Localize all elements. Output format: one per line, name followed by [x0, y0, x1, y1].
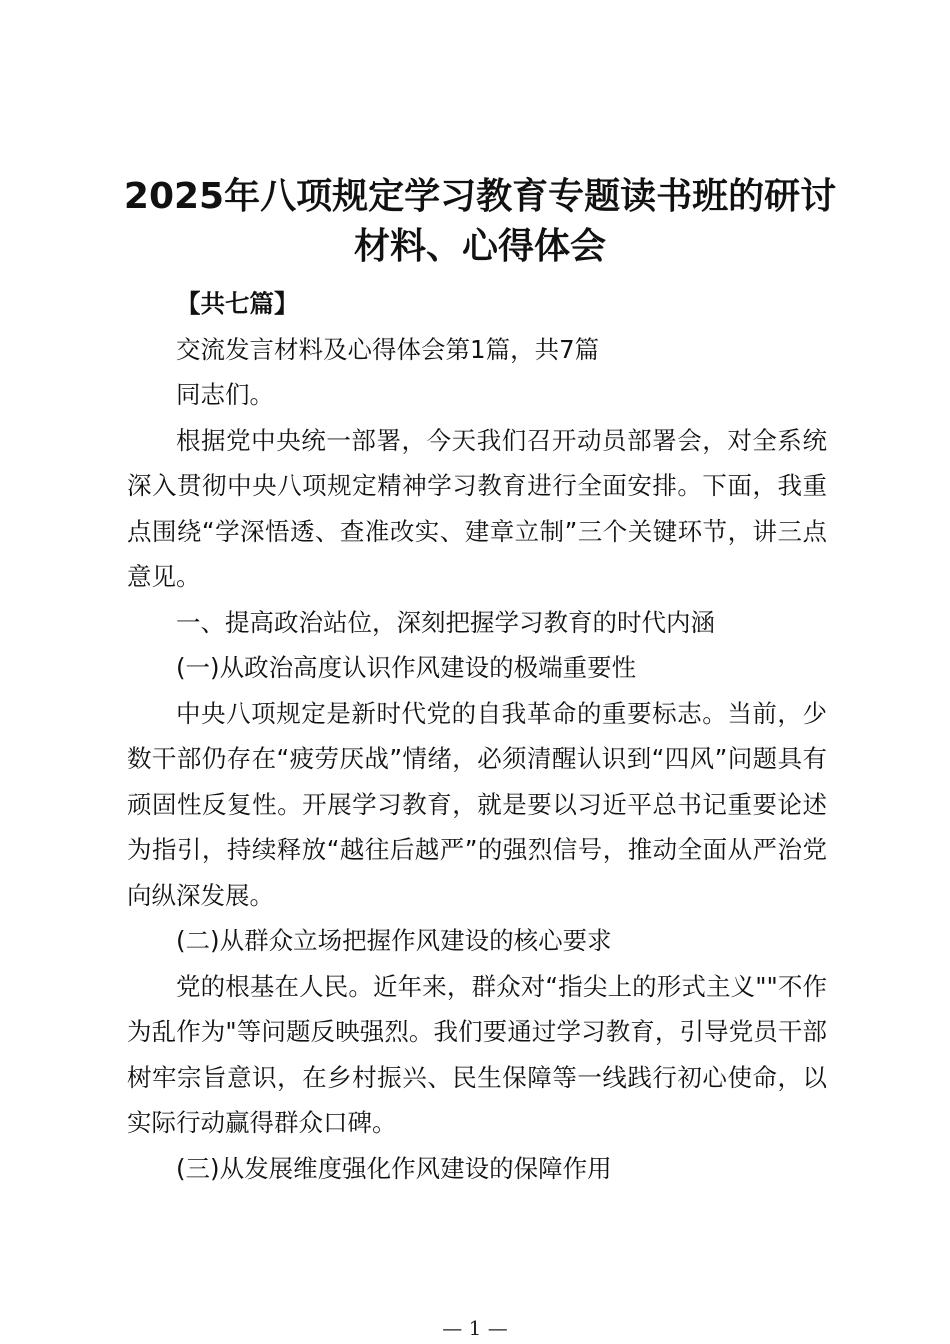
section-heading-1: 一、提高政治站位，深刻把握学习教育的时代内涵 [176, 607, 715, 637]
page-number: — 1 — [442, 1316, 508, 1340]
subsection-heading-1-2: (二)从群众立场把握作风建设的核心要求 [176, 926, 612, 955]
subsection-heading-1-1: (一)从政治高度认识作风建设的极端重要性 [176, 653, 637, 682]
document-title-line-1: 2025年八项规定学习教育专题读书班的研讨 [123, 176, 837, 217]
paragraph-body-1: 中央八项规定是新时代党的自我革命的重要标志。当前，少数干部仍存在“疲劳厌战”情绪，必须清醒认识到“四风”问题具有顽固性反复性。开展学习教育，就是要以习近平总书记重要论述为指引，持续释放“越往后越严”的强烈信号，推动全面从严治党向纵深发展。 [127, 698, 827, 910]
document-title-line-2: 材料、心得体会 [353, 226, 606, 267]
document-body [127, 281, 827, 1191]
paragraph-subtitle: 交流发言材料及心得体会第1篇，共7篇 [176, 334, 600, 364]
subsection-heading-1-3: (三)从发展维度强化作风建设的保障作用 [176, 1153, 612, 1183]
paragraph-intro: 根据党中央统一部署，今天我们召开动员部署会，对全系统深入贯彻中央八项规定精神学习教育进行全面安排。下面，我重点围绕“学深悟透、查准改实、建章立制”三个关键环节，讲三点意见。 [127, 425, 827, 591]
paragraph-count-note: 【共七篇】 [176, 289, 299, 318]
paragraph-salutation: 同志们。 [176, 380, 274, 409]
paragraph-body-2: 党的根基在人民。近年来，群众对“指尖上的形式主义""不作为乱作为"等问题反映强烈。我们要通过学习教育，引导党员干部树牢宗旨意识，在乡村振兴、民生保障等一线践行初心使命，以实际行动赢得群众口碑。 [127, 971, 827, 1137]
